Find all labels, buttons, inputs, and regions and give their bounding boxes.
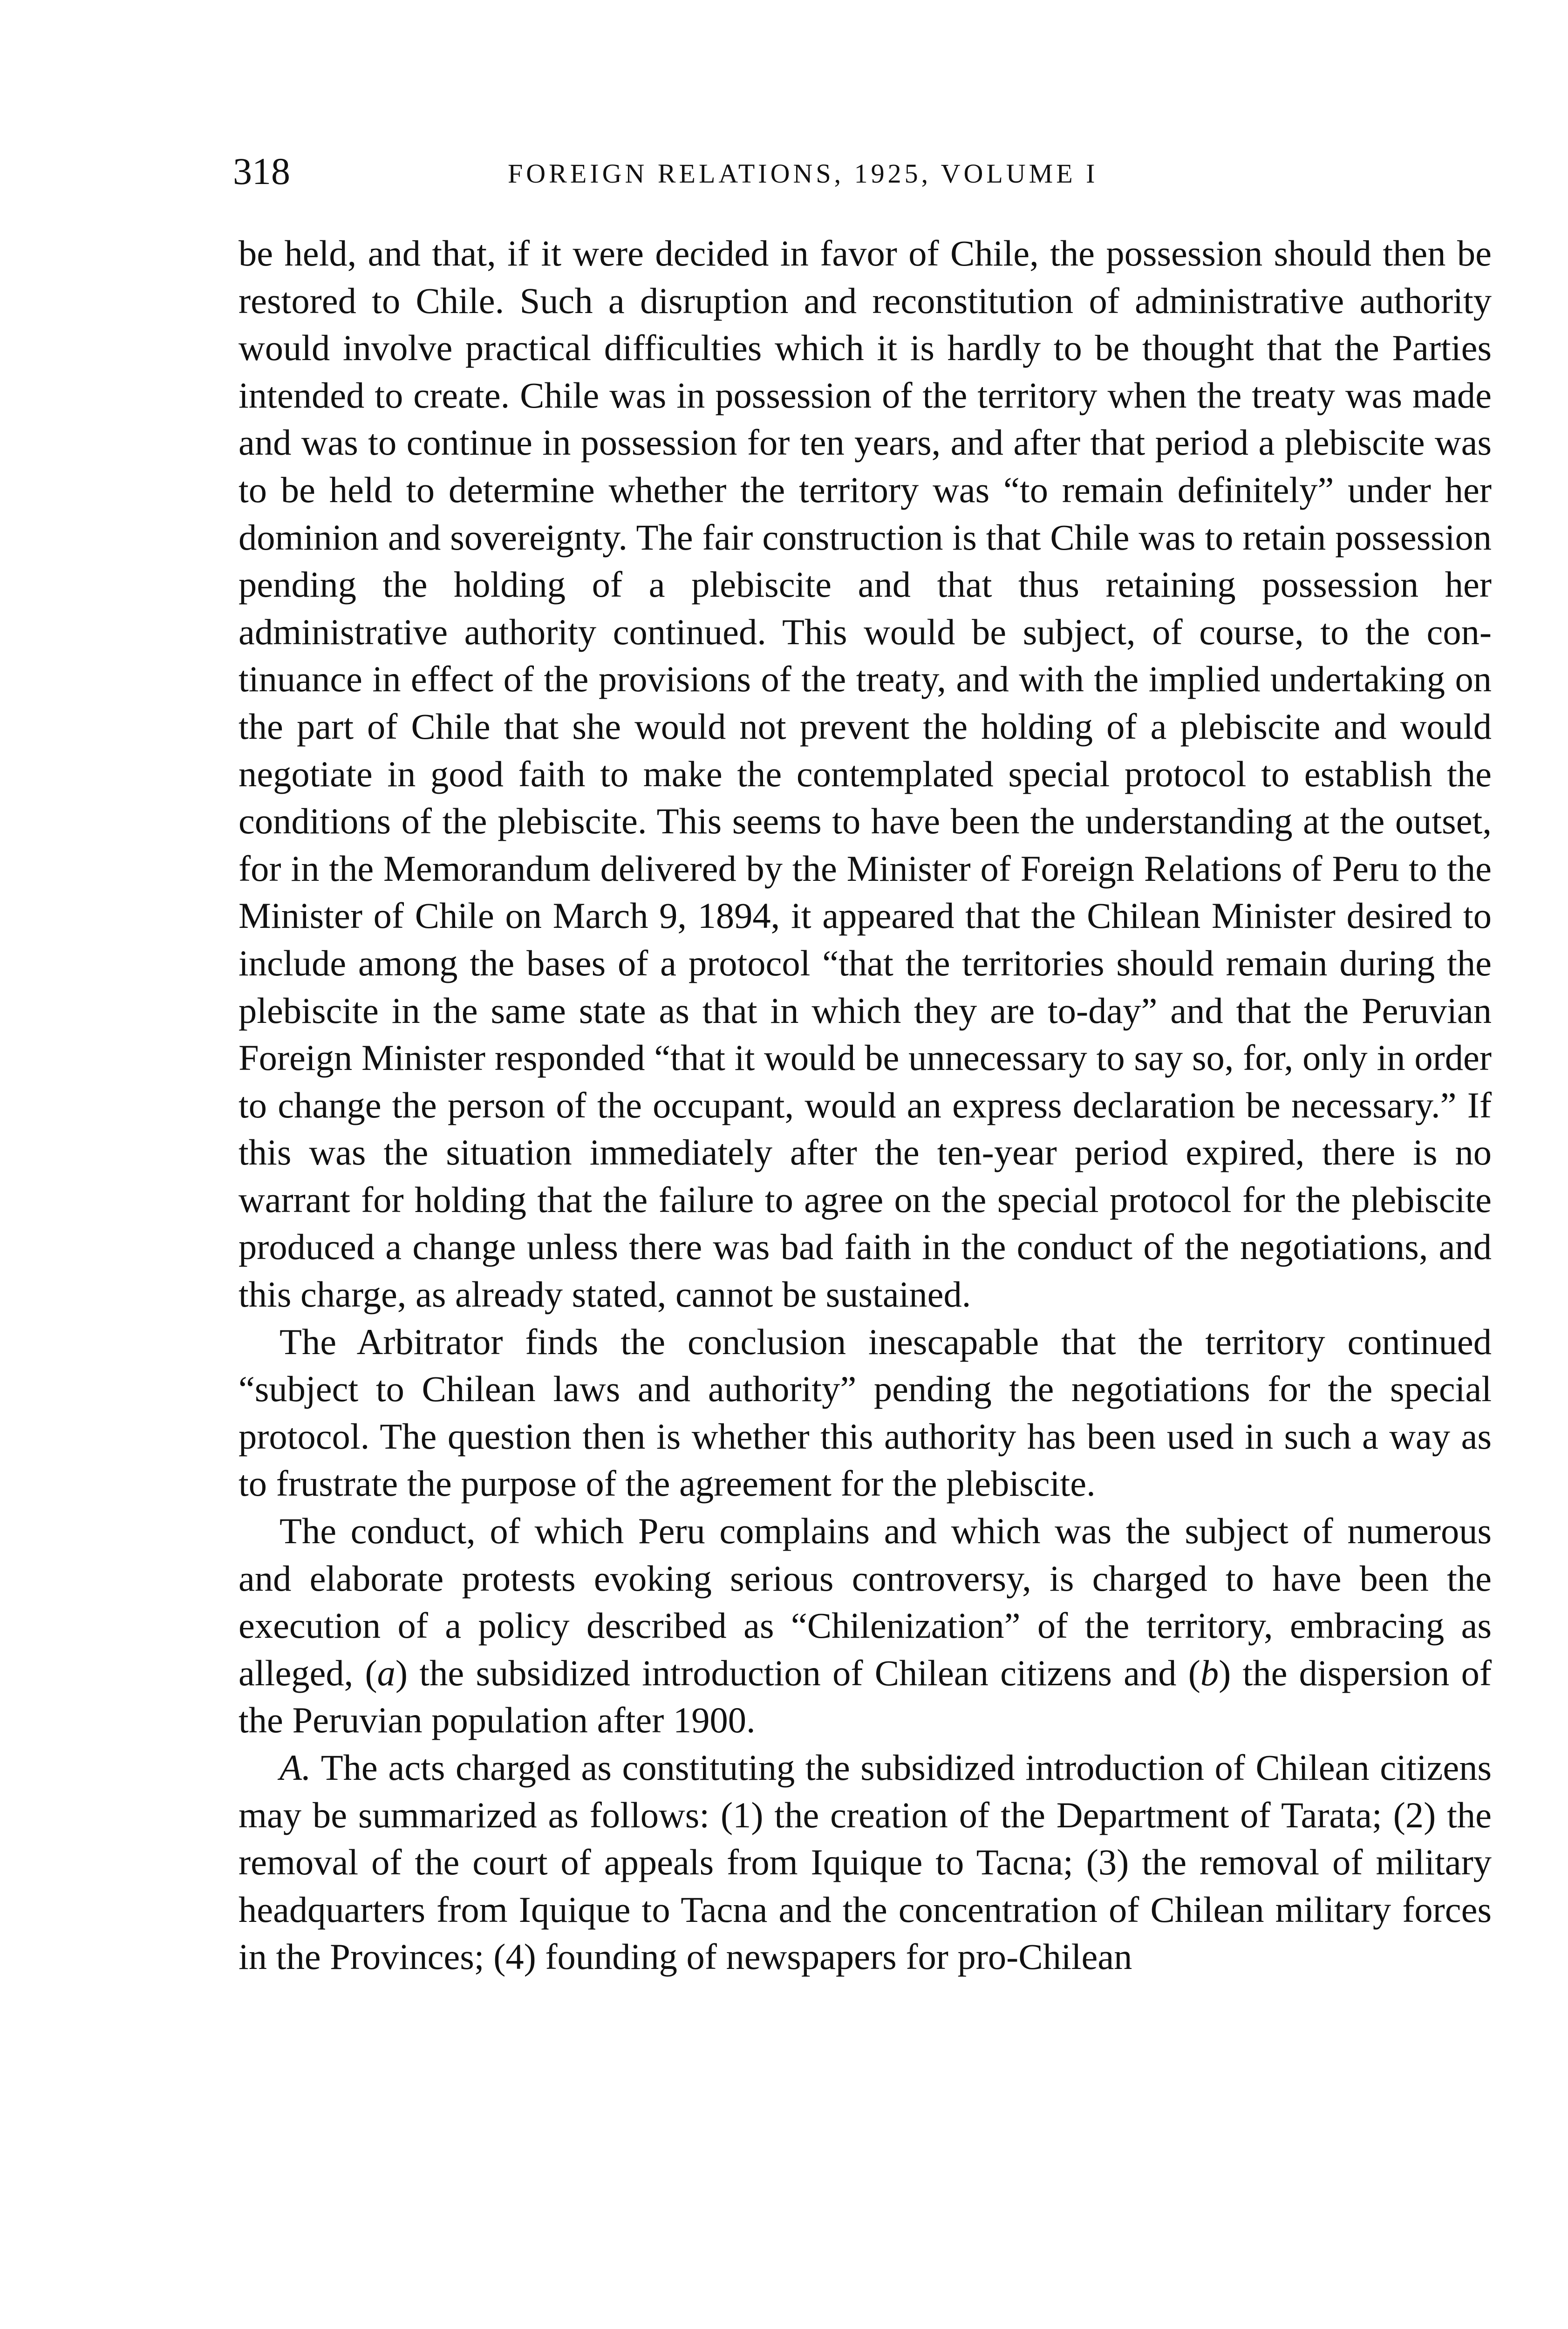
page-number: 318 <box>233 150 290 192</box>
paragraph-text: ) the dispersion of the Peruvian population after 1900. <box>239 1652 1492 1741</box>
running-head <box>233 148 1486 199</box>
paragraph-text: The acts charged as constituting the subsidized introduction of Chilean citizens may be summarized as follows: (1) the creation of the Department of Tarata; (2) the removal of the court of appeals from Iquique to Tacna; (3) the removal of military headquarters from Iquique to Tacna and the concentration of Chilean military forces in the Provinces; (4) founding of newspapers for pro-Chilean <box>239 1747 1492 1977</box>
paragraph-section-a <box>239 1744 1492 1981</box>
section-label: A. <box>280 1747 311 1788</box>
paragraph-text: ) the subsidized introduction of Chilean citizens and ( <box>395 1652 1200 1693</box>
paragraph-text: The conduct, of which Peru complains and which was the subject of numerous and elaborate protests evoking serious controversy, is charged to have been the execution of a policy described as “Chilenization” of the territory, embracing as alleged, ( <box>239 1511 1492 1693</box>
paragraph-chilenization-policy <box>239 1507 1492 1744</box>
paragraph-arbitrator-conclusion: The Arbitrator finds the conclusion inescapable that the territory continued “subject to Chilean laws and authority” pending the negotiations for the special protocol. The question then is whether this authority has been used in such a way as to frustrate the purpose of the agreement for the plebiscite. <box>239 1321 1492 1504</box>
list-marker-b: b <box>1200 1652 1219 1693</box>
body-text <box>239 230 1492 1981</box>
list-marker-a: a <box>377 1652 395 1693</box>
paragraph-continuation: be held, and that, if it were decided in favor of Chile, the possession should then be restored to Chile. Such a disruption and reconstitution of administrative authority would involve practical difficulties which it is hardly to be thought that the Parties intended to create. Chile was in possession of the territory when the treaty was made and was to continue in possession for ten years, and after that period a plebiscite was to be held to determine whether the territory was “to remain definitely” under her dominion and sovereignty. The fair construction is that Chile was to retain possession pending the holding of a plebiscite and that thus retaining possession her administrative authority continued. This would be subject, of course, to the continuance in effect of the provisions of the treaty, and with the implied undertaking on the part of Chile that she would not prevent the holding of a plebiscite and would negotiate in good faith to make the contemplated special protocol to establish the conditions of the plebiscite. This seems to have been the understanding at the outset, for in the Memorandum delivered by the Minister of Foreign Relations of Peru to the Minister of Chile on March 9, 1894, it appeared that the Chilean Minister desired to include among the bases of a protocol “that the territories should remain during the plebiscite in the same state as that in which they are to-day” and that the Peruvian Foreign Minister responded “that it would be unnecessary to say so, for, only in order to change the person of the occupant, would an express declaration be necessary.” If this was the situation immediately after the ten-year period expired, there is no warrant for holding that the failure to agree on the special protocol for the plebiscite produced a change unless there was bad faith in the conduct of the negotiations, and this charge, as already stated, cannot be sustained. <box>239 233 1492 1315</box>
running-title: FOREIGN RELATIONS, 1925, VOLUME I <box>508 158 1098 189</box>
